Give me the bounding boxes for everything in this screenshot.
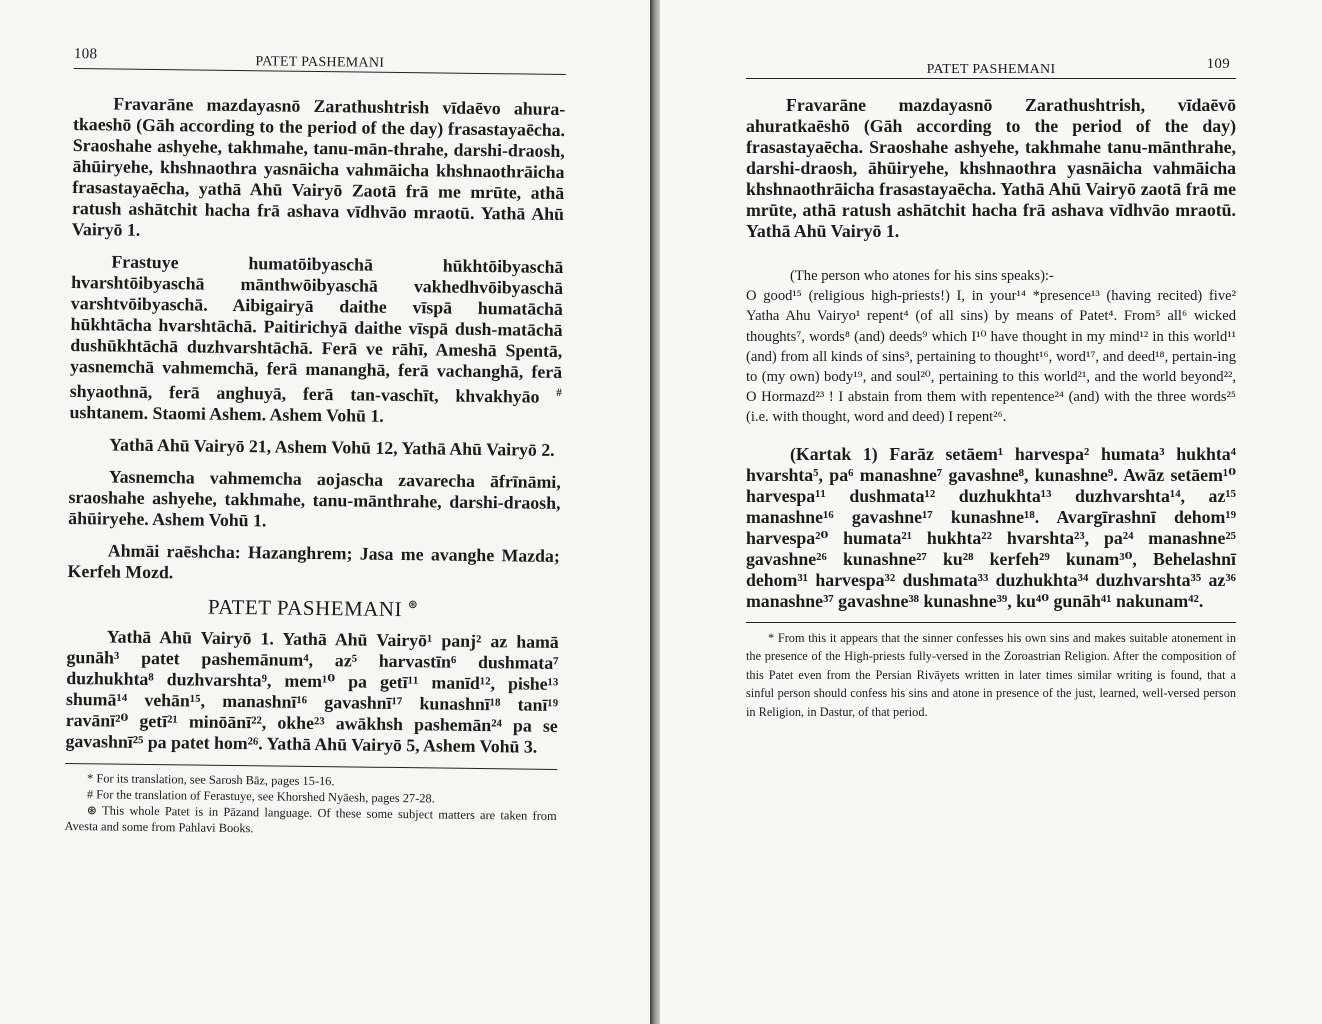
heading-footnote-mark: ⊛ <box>407 597 419 612</box>
right-running-title: PATET PASHEMANI <box>926 62 1056 77</box>
frastuye-text: Frastuye humatōibyaschā hūkhtōibyaschā hvarshtōibyaschā mānthwōibyaschā vakhedhvōibyaschā varshtvōibyaschā. Aibigairyā daithe vīspā humatāchā hūkhtācha hvarshtāchā. Paitirichyā daithe vīspā dush-matāchā dushūkhtāchā duzhvarshtāchā. Ferā ve rāhī, Ameshā Spentā, yasnemchā vahmemchā, ferā mananghā, ferā vachanghā, ferā shyaothnā, ferā anghuyā, ferā tan-vaschīt, khvakhyāo <box>69 251 564 407</box>
frastuye-text-end: ushtanem. Staomi Ashem. Ashem Vohū 1. <box>69 401 384 426</box>
right-text-column <box>746 58 1236 722</box>
right-page-header <box>746 58 1236 79</box>
left-running-title: PATET PASHEMANI <box>255 54 385 71</box>
left-paragraph-ahmai: Ahmāi raēshcha: Hazanghrem; Jasa me avanghe Mazda; Kerfeh Mozd. <box>67 540 560 583</box>
left-paragraph-fravarane: Fravarāne mazdayasnō Zarathushtrish vīdaēvo ahura-tkaeshō (Gāh according to the period of the day) frasastayaēcha. Sraoshahe ashyehe, takhmahe, tanu-mān-thrahe, darshi-draosh, āhūiryehe, khshnaothra yasnāicha vahmāicha khshnaothrāicha frasastayaēcha, yathā Ahū Vairyō Zaotā frā me mrūte, athā ratush ashātchit hacha frā ashava vīdhvāo mraotū. Yathā Ahū Vairyō 1. <box>71 93 566 240</box>
translation-intro: (The person who atones for his sins speaks):- <box>790 268 1054 284</box>
footnote-divider <box>746 622 1236 623</box>
left-text-column <box>64 48 566 840</box>
right-page-number: 109 <box>1206 56 1230 72</box>
section-heading-text: PATET PASHEMANI <box>207 594 403 621</box>
left-paragraph-yasnemcha: Yasnemcha vahmemcha aojascha zavarecha āfrīnāmi, sraoshahe ashyehe, takhmahe, tanu-mānthrahe, darshi-draosh, āhūiryehe. Ashem Vohū 1. <box>68 466 561 531</box>
left-paragraph-frastuye <box>69 251 563 429</box>
left-page <box>0 0 650 1024</box>
footnote-divider <box>65 763 557 770</box>
kartak-paragraph <box>746 444 1236 612</box>
right-page <box>660 0 1322 1024</box>
kartak-body: Farāz setāem¹ harvespa² humata³ hukhta⁴ hvarshta⁵, pa⁶ manashne⁷ gavashne⁸, kunashne⁹. Awāz setāem¹⁰ harvespa¹¹ dushmata¹² duzhukhta¹³ duzhvarshta¹⁴, az¹⁵ manashne¹⁶ gavashne¹⁷ kunashne¹⁸. Avargīrashnī dehom¹⁹ harvespa²⁰ humata²¹ hukhta²² hvarshta²³, pa²⁴ manashne²⁵ gavashne²⁶ kunashne²⁷ ku²⁸ kerfeh²⁹ kunam³⁰, Behelashnī dehom³¹ harvespa³² dushmata³³ duzhukhta³⁴ duzhvarshta³⁵ az³⁶ manashne³⁷ gavashne³⁸ kunashne³⁹, ku⁴⁰ gunāh⁴¹ nakunam⁴². <box>746 443 1236 611</box>
left-paragraph-patet: Yathā Ahū Vairyō 1. Yathā Ahū Vairyō¹ panj² az hamā gunāh³ patet pashemānum⁴, az⁵ harvastīn⁶ dushmata⁷ duzhukhta⁸ duzhvarshta⁹, mem¹⁰ pa getī¹¹ manīd¹², pishe¹³ shumā¹⁴ vehān¹⁵, manashnī¹⁶ gavashnī¹⁷ kunashnī¹⁸ tanī¹⁹ ravānī²⁰ getī²¹ minōānī²², okhe²³ awākhsh pashemān²⁴ pa se gavashnī²⁵ pa patet hom²⁶. Yathā Ahū Vairyō 5, Ashem Vohū 3. <box>65 626 559 757</box>
section-heading <box>67 593 559 624</box>
footnote-mark-hash: # <box>556 386 562 399</box>
book-gutter <box>650 0 660 1024</box>
translation-body: O good¹⁵ (religious high-priests!) I, in your¹⁴ *presence¹³ (having recited) five² Yatha Ahu Vairyo¹ repent⁴ (of all sins) by means of Patet⁴. From⁵ all⁶ wicked thoughts⁷, words⁸ (and) deeds⁹ which I¹⁰ have thought in my mind¹² in this world¹¹ (and) from all kinds of sins³, pertaining to thought¹⁶, word¹⁷, and deed¹⁸, pertain-ing to (my own) body¹⁹, and soul²⁰, pertaining to this world²¹, and the world beyond²², O Hormazd²³ ! I abstain from them with repentence²⁴ (and) with the three words²⁵ (i.e. with thought, word and deed) I repent²⁶. <box>746 288 1236 426</box>
footnote: * For its translation, see Sarosh Bāz, pages 15-16. <box>86 771 335 789</box>
left-page-number: 108 <box>73 46 98 63</box>
footnote: ⊛ This whole Patet is in Pāzand language. Of these some subject matters are taken from Avesta and some from Pahlavi Books. <box>64 803 557 836</box>
footnote: # For the translation of Ferastuye, see Khorshed Nyāesh, pages 27-28. <box>86 787 435 806</box>
kartak-label: (Kartak 1) <box>790 443 878 464</box>
footnote: * From this it appears that the sinner confesses his own sins and makes suitable atonement in the presence of the High-priests fully-versed in the Zoroastrian Religion. After the composition of this Patet even from the Persian Rivāyets written in later times similar writing is found, that a sinful person should confess his sins and atone in presence of the just, learned, well-versed person in Religion, in Dastur, of that period. <box>746 630 1236 719</box>
right-paragraph-fravarane: Fravarāne mazdayasnō Zarathushtrish, vīdaēvō ahuratkaēshō (Gāh according to the period of the day) frasastayaēcha. Sraoshahe ashyehe, takhmahe tanu-mānthrahe, darshi-draosh, āhūiryehe, khshnaothra yasnāicha vahmāicha khshnaothrāicha frasastayaēcha. Yathā Ahū Vairyō zaotā frā me mrūte, athā ratush ashātchit hacha frā ashava vīdhvāo mraotū. Yathā Ahū Vairyō 1. <box>746 95 1236 241</box>
left-paragraph-yatha: Yathā Ahū Vairyō 21, Ashem Vohū 12, Yathā Ahū Vairyō 2. <box>109 434 555 460</box>
